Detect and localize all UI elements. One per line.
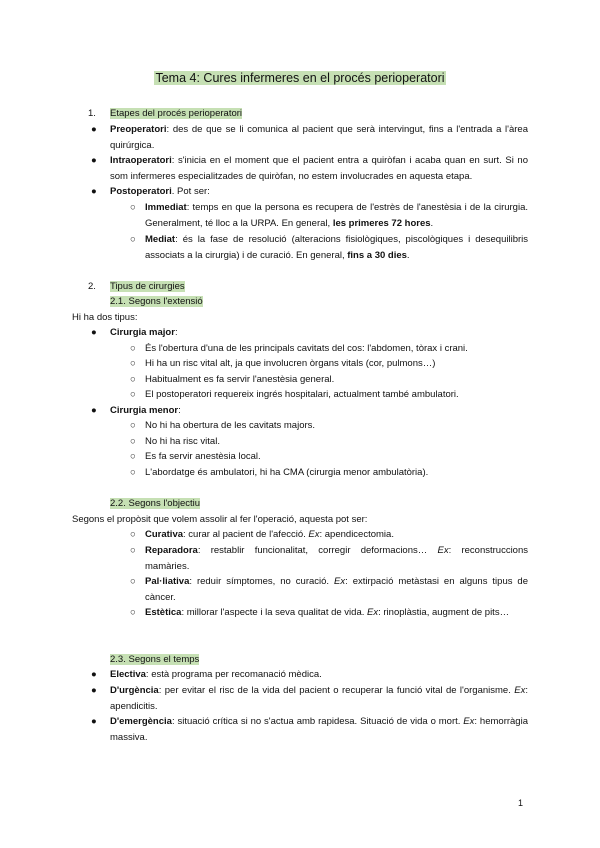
list-item: Electiva: està programa per recomanació mèdica. [110, 669, 322, 680]
list-item: Preoperatori: des de que se li comunica al pacient que serà intervingut, fins a l'entrada a l'àrea quirúrgica. [110, 124, 528, 151]
bullet: ● [91, 716, 97, 727]
list-item: Hi ha un risc vital alt, ja que involucren òrgans vitals (cor, pulmons…) [145, 358, 436, 369]
intro-text: Segons el propòsit que volem assolir al fer l'operació, aquesta pot ser: [72, 514, 368, 525]
bullet: ● [91, 327, 97, 338]
list-item: És l'obertura d'una de les principals cavitats del cos: l'abdomen, tòrax i crani. [145, 343, 468, 354]
subsection-2-2-heading: 2.2. Segons l'objectiu [110, 498, 201, 509]
sub-bullet: ○ [130, 529, 136, 540]
page-title: Tema 4: Cures infermeres en el procés perioperatori [155, 71, 445, 85]
sub-bullet: ○ [130, 374, 136, 385]
sub-bullet: ○ [130, 234, 136, 245]
sub-bullet: ○ [130, 607, 136, 618]
list-item: Reparadora: restablir funcionalitat, corregir deformacions… Ex: reconstruccions mamàries. [145, 545, 528, 572]
section-1-heading: 1. Etapes del procés perioperatori [88, 108, 243, 119]
list-item: D'emergència: situació crítica si no s'actua amb rapidesa. Situació de vida o mort. Ex: hemorràgia massiva. [110, 716, 528, 743]
sub-bullet: ○ [130, 436, 136, 447]
bullet: ● [91, 669, 97, 680]
sub-bullet: ○ [130, 576, 136, 587]
sub-bullet: ○ [130, 467, 136, 478]
bullet: ● [91, 186, 97, 197]
bullet: ● [91, 155, 97, 166]
list-item: Es fa servir anestèsia local. [145, 451, 261, 462]
sub-bullet: ○ [130, 202, 136, 213]
list-item: El postoperatori requereix ingrés hospitalari, actualment també ambulatori. [145, 389, 459, 400]
page-number: 1 [518, 798, 524, 808]
list-item: D'urgència: per evitar el risc de la vida del pacient o recuperar la funció vital de l'organisme. Ex: apendicitis. [110, 685, 528, 712]
list-item: Mediat: és la fase de resolució (alteracions fisiològiques, piscològiques i desequilibris associats a la cirurgia) i de curació. En general, fins a 30 dies. [145, 234, 528, 261]
list-item: Cirurgia menor: [110, 405, 181, 416]
bullet: ● [91, 685, 97, 696]
bullet: ● [91, 405, 97, 416]
sub-bullet: ○ [130, 545, 136, 556]
list-item: Intraoperatori: s'inicia en el moment que el pacient entra a quiròfan i acaba quan en surt. Si no som infermeres especialitzades de quiròfan, no estem involucrades en aquesta etapa. [110, 155, 528, 182]
sub-bullet: ○ [130, 451, 136, 462]
subsection-2-1-heading: 2.1. Segons l'extensió [110, 296, 203, 307]
sub-bullet: ○ [130, 420, 136, 431]
list-item: Postoperatori. Pot ser: [110, 186, 210, 197]
sub-bullet: ○ [130, 358, 136, 369]
sub-bullet: ○ [130, 343, 136, 354]
list-item: No hi ha risc vital. [145, 436, 220, 447]
list-item: L'abordatge és ambulatori, hi ha CMA (cirurgia menor ambulatòria). [145, 467, 429, 478]
list-item: Curativa: curar al pacient de l'afecció. Ex: apendicectomia. [145, 529, 394, 540]
bullet: ● [91, 124, 97, 135]
intro-text: Hi ha dos tipus: [72, 312, 138, 323]
list-item: Immediat: temps en que la persona es recupera de l'estrès de l'anestèsia i de la cirurgia. Generalment, té lloc a la URPA. En general, les primeres 72 hores. [145, 202, 528, 229]
sub-bullet: ○ [130, 389, 136, 400]
list-item: Habitualment es fa servir l'anestèsia general. [145, 374, 335, 385]
list-item: Cirurgia major: [110, 327, 178, 338]
list-item: No hi ha obertura de les cavitats majors. [145, 420, 316, 431]
subsection-2-3-heading: 2.3. Segons el temps [110, 654, 200, 665]
list-item: Estètica: millorar l'aspecte i la seva qualitat de vida. Ex: rinoplàstia, augment de pits… [145, 607, 510, 618]
section-2-heading: 2. Tipus de cirurgies [88, 281, 185, 292]
list-item: Pal·liativa: reduir símptomes, no curació. Ex: extirpació metàstasi en alguns tipus de càncer. [145, 576, 529, 603]
